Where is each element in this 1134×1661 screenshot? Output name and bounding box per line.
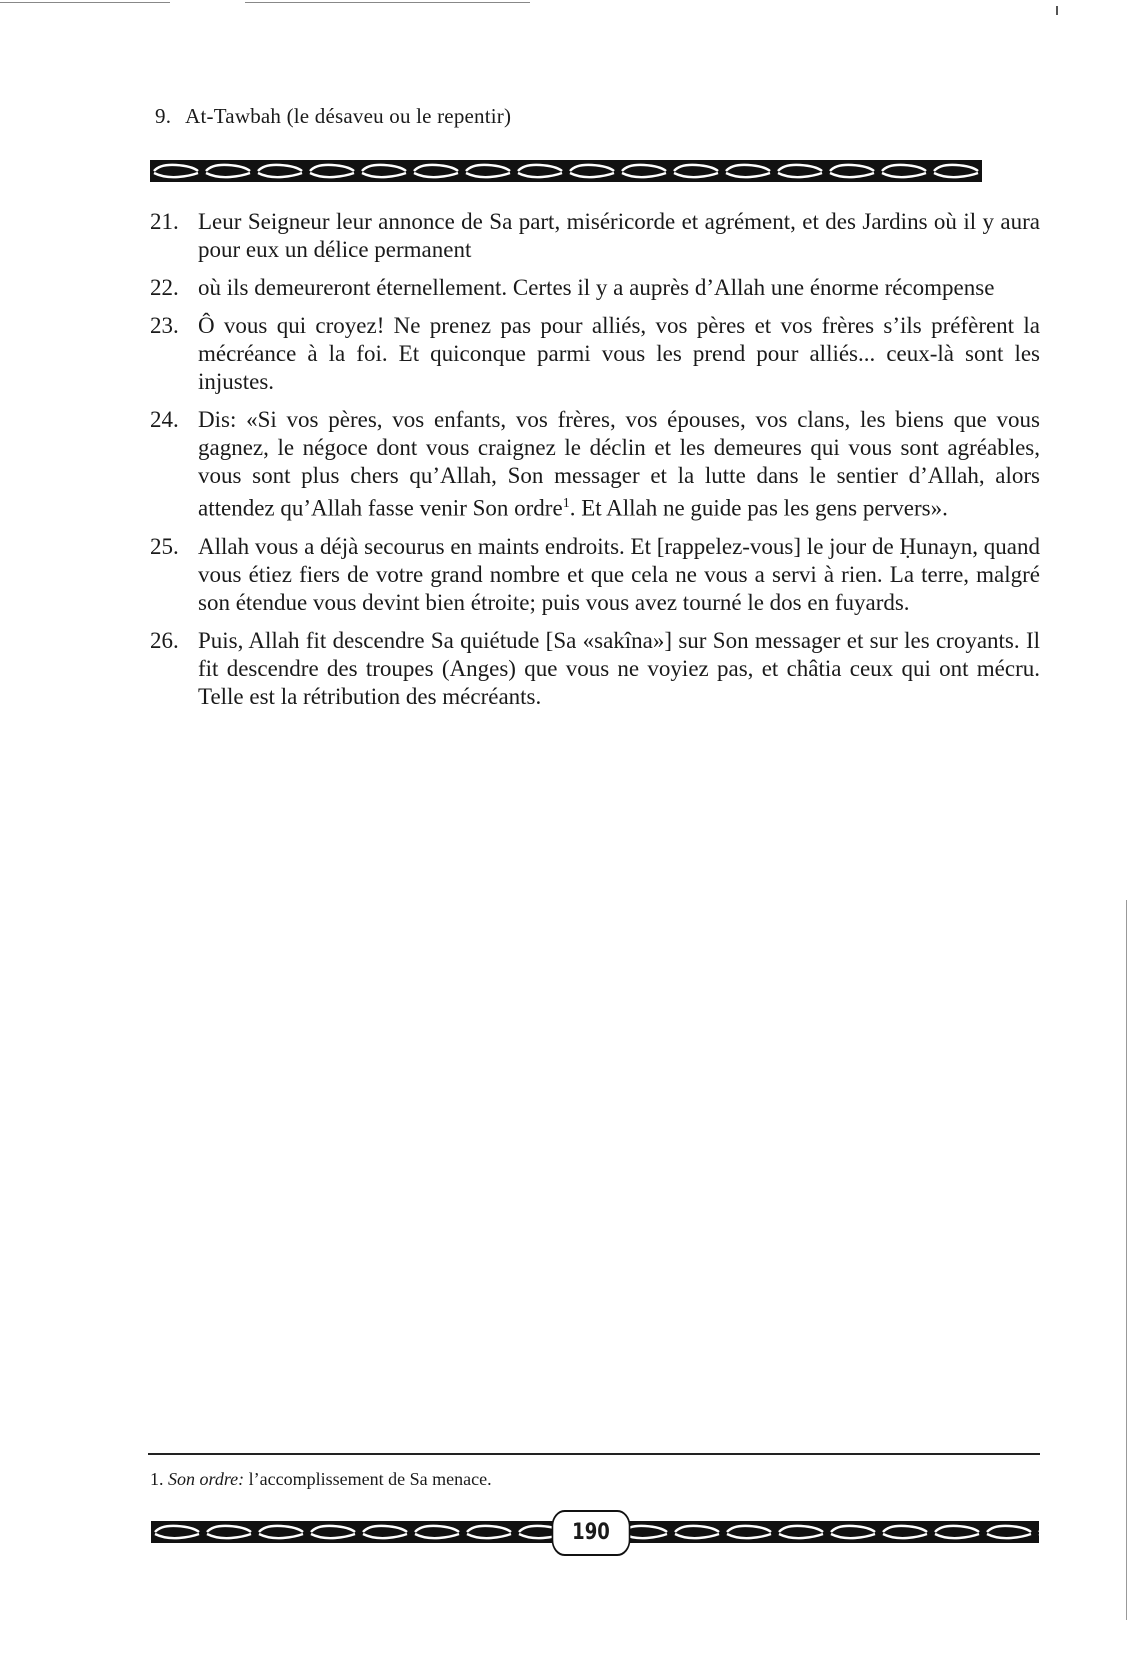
verse-list xyxy=(150,208,1040,721)
verse-number: 26. xyxy=(150,627,179,653)
chain-pattern-top xyxy=(150,160,982,182)
footnote-reference[interactable]: 1 xyxy=(562,496,570,511)
verse-24 xyxy=(150,406,1040,523)
page-number: 190 xyxy=(552,1510,631,1556)
verse-text-part: . Et Allah ne guide pas les gens pervers». xyxy=(569,495,948,521)
verse-number: 22. xyxy=(150,275,179,300)
footnote-number: 1. xyxy=(150,1469,164,1489)
verse-text-part: Dis: «Si vos pères, vos enfants, vos frères, vos épouses, vos clans, les biens que vous gagnez, le négoce dont vous craignez le déclin et les demeures qui vous sont agréables, vous sont plus chers qu’Allah, Son messager et la lutte dans le sentier d’Allah, alors attendez qu’Allah fasse venir Son ordre xyxy=(198,407,1040,521)
footnote-divider xyxy=(148,1453,1040,1455)
scan-edge-line-left xyxy=(0,2,170,3)
verse-text: Allah vous a déjà secourus en maints endroits. Et [rappelez-vous] le jour de Ḥunayn, quand vous étiez fiers de votre grand nombre et que cela ne vous a servi à rien. La terre, malgré son étendue vous devint bien étroite; puis vous avez tourné le dos en fuyards. xyxy=(198,533,1040,615)
chapter-number: 9. xyxy=(155,104,172,128)
verse-text: Leur Seigneur leur annonce de Sa part, miséricorde et agrément, et des Jardins où il y aura pour eux un délice permanent xyxy=(198,209,1040,262)
verse-number: 24. xyxy=(150,407,179,432)
scan-edge-line-center xyxy=(245,2,530,3)
verse-22 xyxy=(150,274,1040,302)
verse-text: Puis, Allah fit descendre Sa quiétude [Sa «sakîna»] sur Son messager et sur les croyants. Il fit descendre des troupes (Anges) que vous ne voyiez pas, et châtia ceux qui ont mécru. Telle est la rétribution des mécréants. xyxy=(198,627,1040,709)
verse-23 xyxy=(150,312,1040,396)
verse-26 xyxy=(150,627,1040,711)
decorative-band-top xyxy=(150,160,982,182)
verse-25 xyxy=(150,533,1040,617)
scan-edge-mark xyxy=(1056,6,1058,15)
scan-edge-line-right xyxy=(1126,900,1127,1620)
chapter-header xyxy=(155,104,511,129)
verse-number: 25. xyxy=(150,533,179,559)
verse-number: 21. xyxy=(150,209,179,234)
chapter-title: At-Tawbah (le désaveu ou le repentir) xyxy=(185,104,512,128)
verse-text xyxy=(198,406,1040,523)
footnote xyxy=(150,1469,492,1490)
verse-21 xyxy=(150,208,1040,264)
footnote-term: Son ordre: xyxy=(168,1469,245,1489)
footnote-text: l’accomplissement de Sa menace. xyxy=(248,1469,492,1489)
verse-text: où ils demeureront éternellement. Certes il y a auprès d’Allah une énorme récompense xyxy=(198,275,995,300)
verse-text: Ô vous qui croyez! Ne prenez pas pour alliés, vos pères et vos frères s’ils préfèrent la mécréance à la foi. Et quiconque parmi vous les prend pour alliés... ceux-là sont les injustes. xyxy=(198,313,1040,394)
verse-number: 23. xyxy=(150,313,179,338)
